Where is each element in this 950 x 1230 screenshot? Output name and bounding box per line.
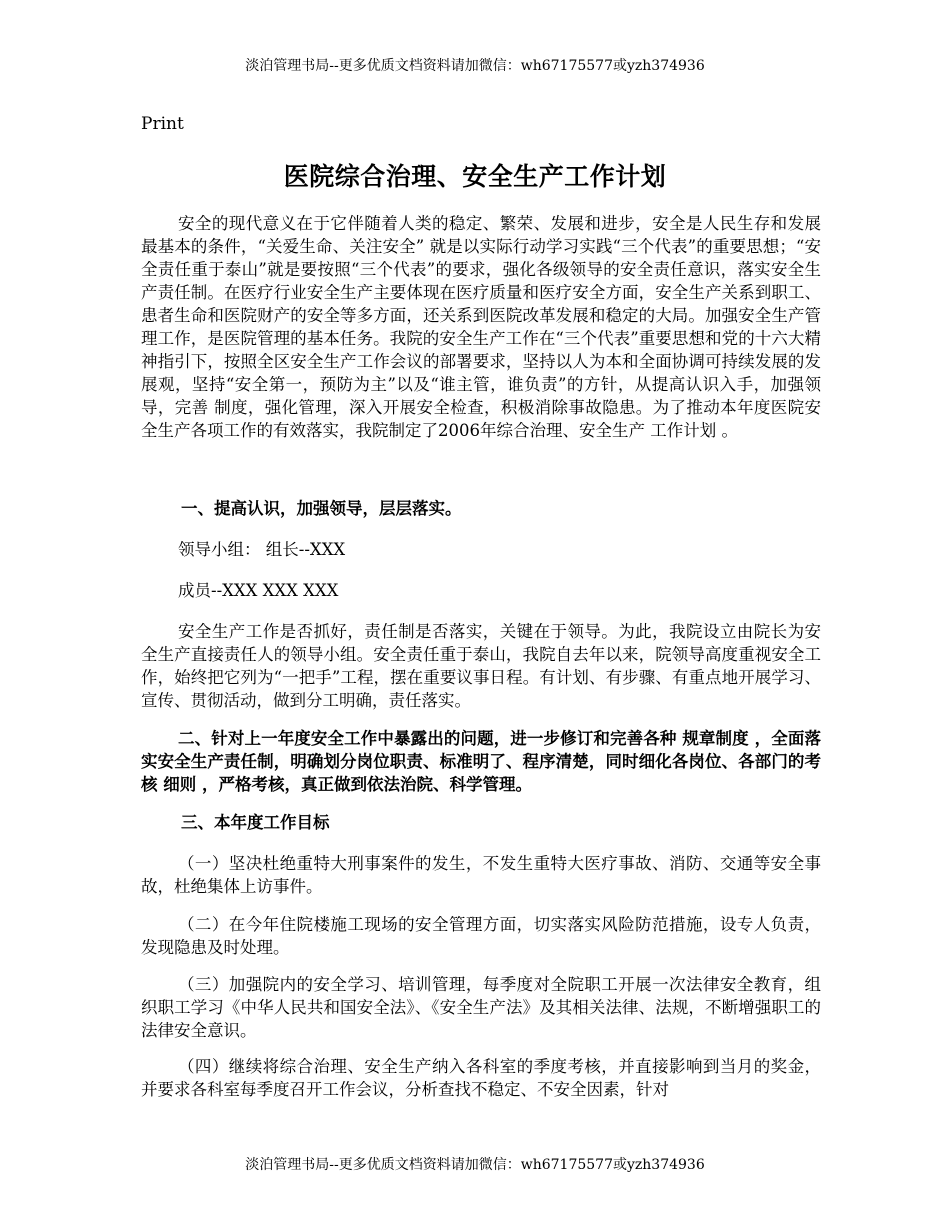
section3-heading: 三、本年度工作目标 <box>181 813 330 832</box>
page-header: 淡泊管理书局--更多优质文档资料请加微信：wh67175577或yzh374936 <box>245 58 705 74</box>
goal-item-3: （三）加强院内的安全学习、培训管理，每季度对全院职工开展一次法律安全教育，组织职工学习《中华人民共和国安全法》、《安全生产法》及其相关法律、法规，不断增强职工的法律安全意识。 <box>141 975 821 1040</box>
section1-heading: 一、提高认识，加强领导，层层落实。 <box>181 499 462 518</box>
section2-heading: 二、针对上一年度安全工作中暴露出的问题，进一步修订和完善各种 规章制度 ，全面落实安全生产责任制，明确划分岗位职责、标准明了、程序清楚，同时细化各岗位、各部门的考核 细则 ，严格考核，真正做到依法治院、科学管理。 <box>141 729 821 794</box>
intro-paragraph: 安全的现代意义在于它伴随着人类的稳定、繁荣、发展和进步，安全是人民生存和发展最基本的条件，“关爱生命、关注安全” 就是以实际行动学习实践“三个代表”的重要思想；“安全责任重于泰山”就是要按照“三个代表”的要求，强化各级领导的安全责任意识，落实安全生产责任制。在医疗行业安全生产主要体现在医疗质量和医疗安全方面，安全生产关系到职工、患者生命和医院财产的安全等多方面，还关系到医院改革发展和稳定的大局。加强安全生产管理工作，是医院管理的基本任务。我院的安全生产工作在“三个代表”重要思想和党的十六大精神指引下，按照全区安全生产工作会议的部署要求，坚持以人为本和全面协调可持续发展的发展观，坚持“安全第一，预防为主”以及“谁主管，谁负责”的方针，从提高认识入手，加强领导，完善 制度，强化管理，深入开展安全检查，积极消除事故隐患。为了推动本年度医院安全生产各项工作的有效落实，我院制定了2006年综合治理、安全生产 工作计划 。 <box>141 214 821 440</box>
goal-item-1: （一）坚决杜绝重特大刑事案件的发生，不发生重特大医疗事故、消防、交通等安全事故，杜绝集体上访事件。 <box>141 854 821 896</box>
section1-body: 安全生产工作是否抓好，责任制是否落实，关键在于领导。为此，我院设立由院长为安全生产直接责任人的领导小组。安全责任重于泰山，我院自去年以来，院领导高度重视安全工作，始终把它列为“一把手”工程，摆在重要议事日程。有计划、有步骤、有重点地开展学习、宣传、贯彻活动，做到分工明确，责任落实。 <box>141 622 821 710</box>
print-label: Print <box>141 114 184 134</box>
page-footer: 淡泊管理书局--更多优质文档资料请加微信：wh67175577或yzh374936 <box>245 1157 705 1173</box>
leader-line: 领导小组： 组长--XXX <box>178 540 346 559</box>
goal-item-2: （二）在今年住院楼施工现场的安全管理方面，切实落实风险防范措施，设专人负责，发现隐患及时处理。 <box>141 915 821 957</box>
members-line: 成员--XXX XXX XXX <box>178 581 339 600</box>
document-title: 医院综合治理、安全生产工作计划 <box>283 162 667 191</box>
goal-item-4: （四）继续将综合治理、安全生产纳入各科室的季度考核，并直接影响到当月的奖金，并要求各科室每季度召开工作会议，分析查找不稳定、不安全因素，针对 <box>141 1057 821 1099</box>
